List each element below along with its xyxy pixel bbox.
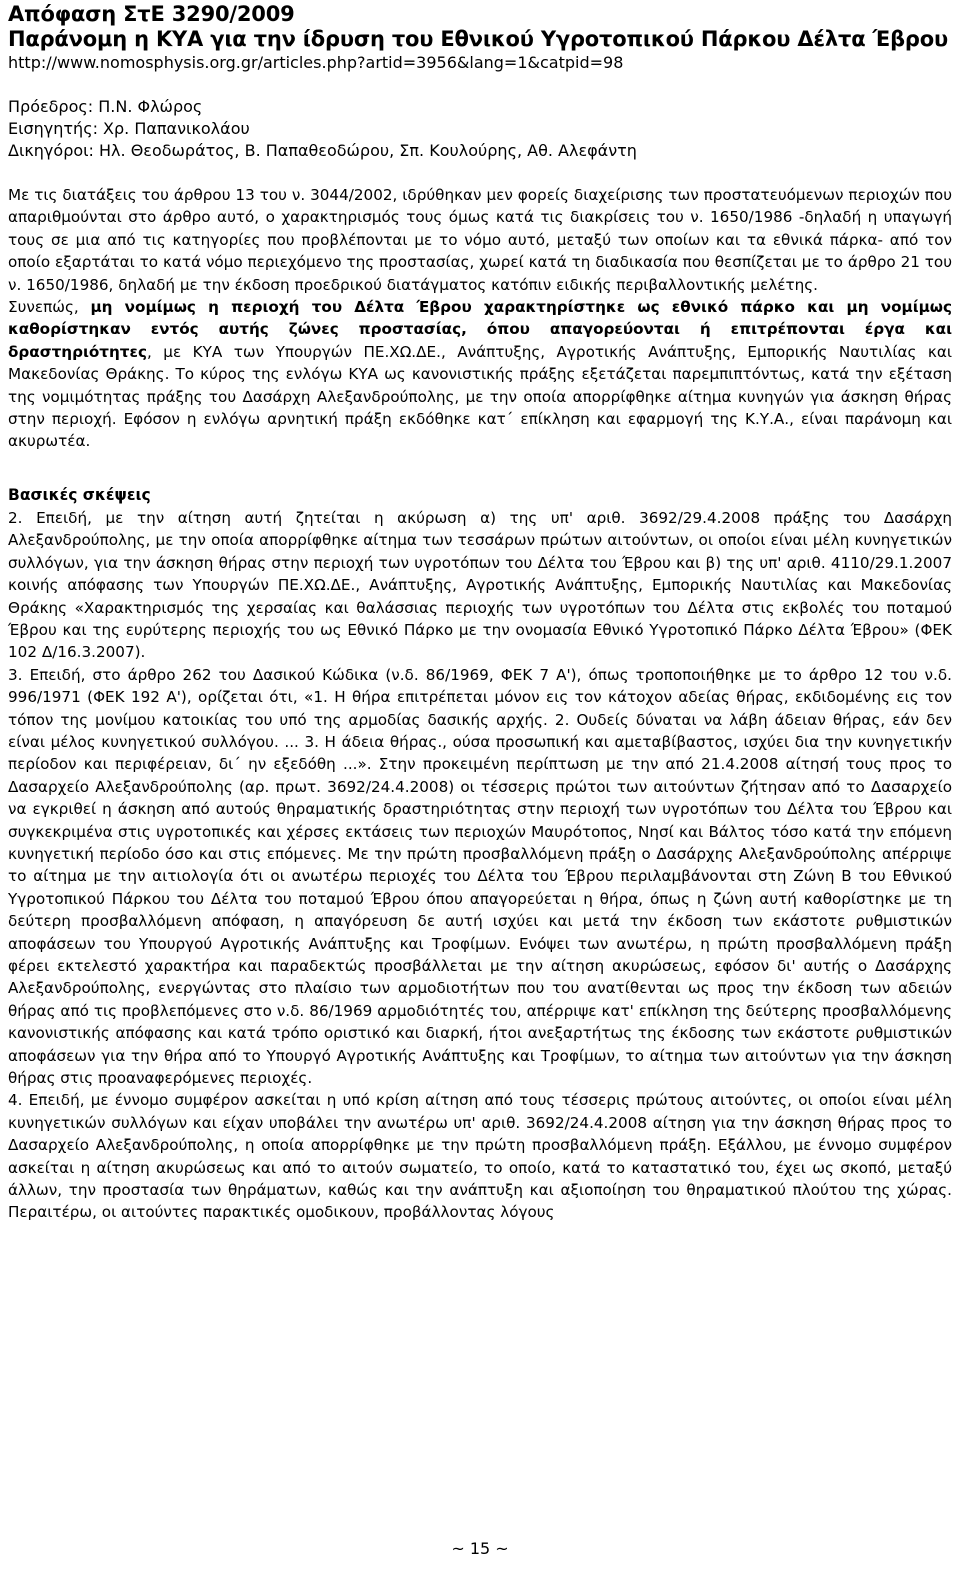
conclusion-bold: μη νομίμως η περιοχή του Δέλτα Έβρου χαρακτηρίστηκε ως εθνικό πάρκο και μη νομίμως καθορίστηκαν εντός αυτής ζώνες προστασίας, όπου απαγορεύονται ή επιτρέπονται έργα και δραστηριότητες [8,298,953,361]
president-line: Πρόεδρος: Π.Ν. Φλώρος [8,97,203,116]
conclusion-rest: , με ΚΥΑ των Υπουργών ΠΕ.ΧΩ.ΔΕ., Ανάπτυξης, Αγροτικής Ανάπτυξης, Εμπορικής Ναυτιλίας και Μακεδονίας Θράκης. Το κύρος της ενλόγω ΚΥΑ ως κανονιστικής πράξης εξετάζεται παρεμπιπτόντως, κατά την εξέταση της νομιμότητας πράξης του Δασάρχη Αλεξανδρούπολης, με την οποία απορρίφθηκε αίτημα κυνηγών για άσκηση θήρας στην περιοχή. Εφόσον η ενλόγω αρνητική πράξη εκδόθηκε κατ΄ επίκληση και εφαρμογή της Κ.Υ.Α., είναι παράνομη και ακυρωτέα. [8,342,952,451]
consideration-4: 4. Επειδή, με έννομο συμφέρον ασκείται η υπό κρίση αίτηση από τους τέσσερις πρώτους αιτούντες, οι οποίοι είναι μέλη κυνηγετικών συλλόγων και είχαν υποβάλει την ανωτέρω υπ' αριθ. 3692/24.4.2008 αίτηση για την άσκηση θήρας προς το Δασαρχείο Αλεξανδρούπολης, η οποία απορρίφθηκε με την πρώτη προσβαλλόμενη πράξη. Εξάλλου, με έννομο συμφέρον ασκείται η αίτηση ακυρώσεως και από το αιτούν σωματείο, το οποίο, κατά το καταστατικό του, έχει ως σκοπό, μεταξύ άλλων, την προστασία των θηράματων, καθώς και την ανάπτυξη και αξιοποίηση του θηραματικού πλούτου της χώρας. Περαιτέρω, οι αιτούντες παρακτικές ομοδικουν, προβάλλοντας λόγους [8,1091,952,1222]
source-url: http://www.nomosphysis.org.gr/articles.php?artid=3956&lang=1&catpid=98 [8,53,624,72]
conclusion-lead: Συνεπώς, [8,298,91,317]
consideration-2: 2. Επειδή, με την αίτηση αυτή ζητείται η ακύρωση α) της υπ' αριθ. 3692/29.4.2008 πράξης του Δασάρχη Αλεξανδρούπολης, με την οποία απορρίφθηκε αίτημα των τεσσάρων πρώτων αιτούντων, οι οποίοι είναι μέλη κυνηγετικών συλλόγων, για την άσκηση θήρας στην περιοχή των υγροτόπων του Δέλτα του Έβρου και β) της υπ' αριθ. 4110/29.1.2007 κοινής απόφασης των Υπουργών ΠΕ.ΧΩ.ΔΕ., Ανάπτυξης, Αγροτικής Ανάπτυξης, Εμπορικής Ναυτιλίας και Μακεδονίας Θράκης «Χαρακτηρισμός της χερσαίας και θαλάσσιας περιοχής των υγροτόπων του Δέλτα στις εκβολές του ποταμού Έβρου και της ευρύτερης περιοχής του ως Εθνικό Πάρκο με την ονομασία Εθνικό Υγροτοπικό Πάρκο Δέλτα Έβρου» (ΦΕΚ 102 Δ/16.3.2007). [8,508,952,662]
document-subtitle: Παράνομη η ΚΥΑ για την ίδρυση του Εθνικού Υγροτοπικού Πάρκου Δέλτα Έβρου [8,27,948,51]
lawyers-line: Δικηγόροι: Ηλ. Θεοδωράτος, Β. Παπαθεοδώρου, Σπ. Κουλούρης, Αθ. Αλεφάντη [8,141,637,160]
document-page [8,0,952,1224]
summary-paragraph: Με τις διατάξεις του άρθρου 13 του ν. 3044/2002, ιδρύθηκαν μεν φορείς διαχείρισης των προστατευόμενων περιοχών που απαριθμούνται στο άρθρο αυτό, ο χαρακτηρισμός τους όμως κατά τις διακρίσεις του ν. 1650/1986 -δηλαδή η υπαγωγή τους σε μια από τις κατηγορίες που προβλέπονται με το νόμο αυτό, μεταξύ των οποίων και τα εθνικά πάρκα- από τον οποίο εξαρτάται το κατά νόμο περιεχόμενο της προστασίας, χωρεί κατά τη διαδικασία που θεσπίζεται με το άρθρο 21 του ν. 1650/1986, δηλαδή με την έκδοση προεδρικού διατάγματος κατόπιν ειδικής περιβαλλοντικής μελέτης. [8,186,952,294]
summary-conclusion-paragraph [8,296,952,453]
document-title: Απόφαση ΣτΕ 3290/2009 [8,2,295,26]
section-title: Βασικές σκέψεις [8,485,151,504]
rapporteur-line: Εισηγητής: Χρ. Παπανικολάου [8,119,250,138]
consideration-3: 3. Επειδή, στο άρθρο 262 του Δασικού Κώδικα (ν.δ. 86/1969, ΦΕΚ 7 Α'), όπως τροποποιήθηκε με το άρθρο 12 του ν.δ. 996/1971 (ΦΕΚ 192 Α'), ορίζεται ότι, «1. Η θήρα επιτρέπεται μόνον εις τον κάτοχον αδείας θήρας, εκδιδομένης εις τον τόπον της μονίμου κατοικίας του υπό της αρμοδίας δασικής αρχής. 2. Ουδείς δύναται να λάβη άδειαν θήρας, εάν δεν είναι μέλος κυνηγετικού συλλόγου. ... 3. Η άδεια θήρας., ούσα προσωπική και αμεταβίβαστος, ισχύει δια την κυνηγετικήν περίοδον και περιφέρειαν, δι΄ ην εξεδόθη ...». Στην προκειμένη περίπτωση με την από 21.4.2008 αίτησή τους προς το Δασαρχείο Αλεξανδρούπολης (αρ. πρωτ. 3692/24.4.2008) οι τέσσερις πρώτοι των αιτούντων ζήτησαν από το Δασαρχείο να εγκριθεί η άσκηση από αυτούς θηραματικής δραστηριότητας στην περιοχή των υγροτόπων του Δέλτα του Έβρου και συγκεκριμένα στις υγροτοπικές και χέρσες εκτάσεις των περιοχών Μαυρότοπος, Νησί και Βάλτος τόσο κατά την επόμενη κυνηγετική περίοδο όσο και στις επόμενες. Με την πρώτη προσβαλλόμενη πράξη ο Δασάρχης Αλεξανδρούπολης απέρριψε το αίτημα με την αιτιολογία ότι οι ανωτέρω περιοχές του Δέλτα του Έβρου περιλαμβάνονται στη Ζώνη Β του Εθνικού Υγροτοπικού Πάρκου του Δέλτα του ποταμού Έβρου όπου απαγορεύεται η θήρα, όπως η ζώνη αυτή καθορίστηκε με τη δεύτερη προσβαλλόμενη απόφαση, η απαγόρευση δε αυτή ισχύει και μετά την έκδοση των εκάστοτε ρυθμιστικών αποφάσεων του Υπουργού Αγροτικής Ανάπτυξης και Τροφίμων. Ενόψει των ανωτέρω, η πρώτη προσβαλλόμενη πράξη φέρει εκτελεστό χαρακτήρα και παραδεκτώς προσβάλλεται με την αίτηση ακυρώσεως, εφόσον δι' αυτής ο Δασάρχης Αλεξανδρούπολης, ενεργώντας στο πλαίσιο των αρμοδιοτήτων που του ανατίθενται ως προς την έκδοση των αδειών θήρας από τις προβλεπόμενες στο ν.δ. 86/1969 αρμοδιότητές του, απέρριψε κατ' επίκληση της δεύτερης προσβαλλόμενης κανονιστικής απόφασης και κατά τρόπο οριστικό και διαρκή, ήτοι ανεξαρτήτως της έκδοσης των εκάστοτε ρυθμιστικών αποφάσεων για την θήρα από το Υπουργό Αγροτικής Ανάπτυξης και Τροφίμων, το αίτημα των αιτούντων για την άσκηση θήρας στις προαναφερόμενες περιοχές. [8,665,952,1088]
page-number: ~ 15 ~ [451,1539,509,1558]
